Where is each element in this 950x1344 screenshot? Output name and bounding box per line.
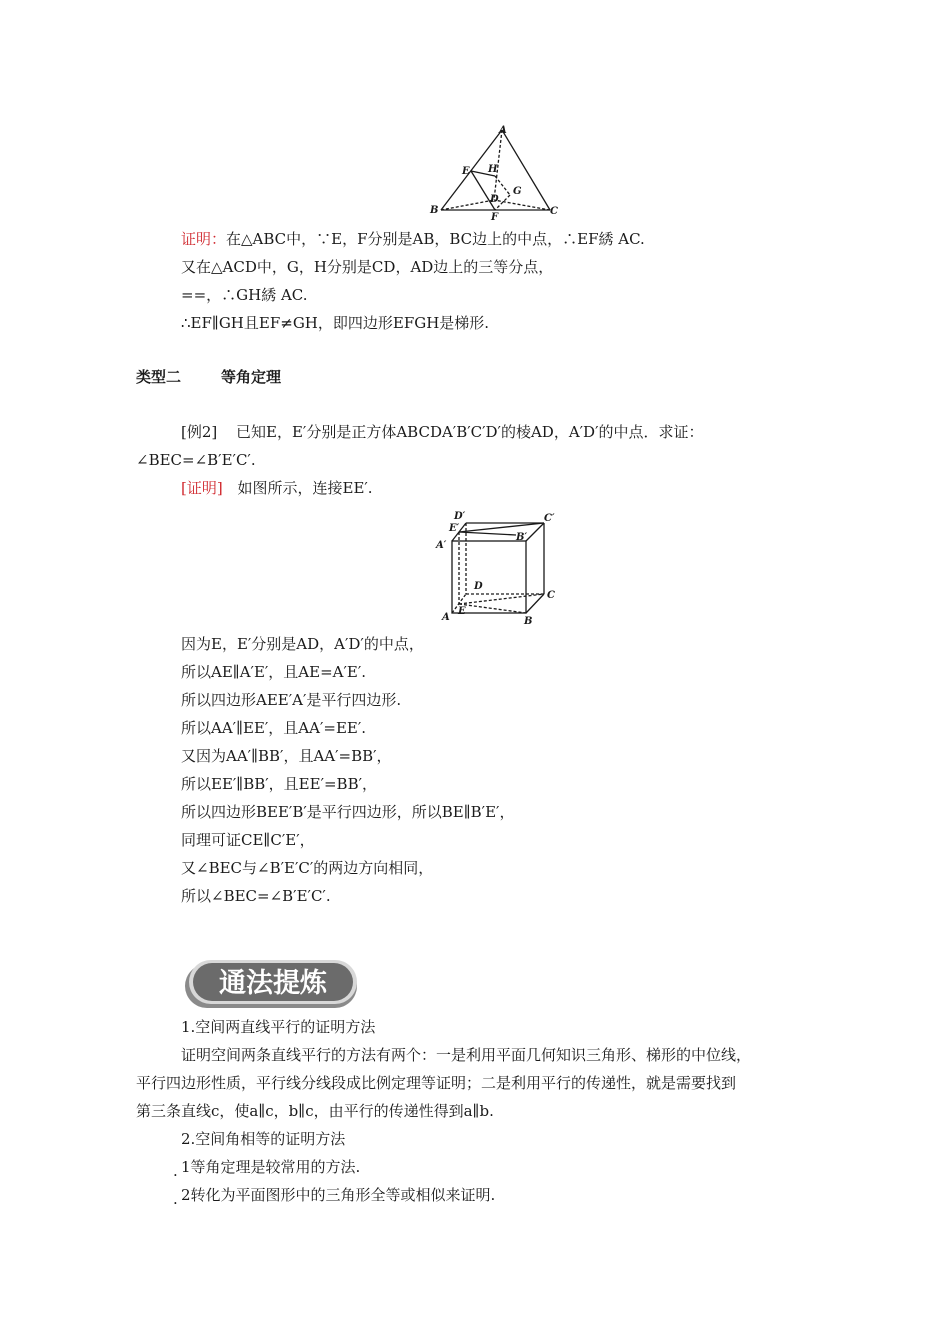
label-c2: C: [547, 590, 555, 601]
label-a: A: [499, 125, 507, 136]
summary-badge: [183, 958, 363, 1012]
proof1-line-1: [181, 229, 645, 249]
summary-heading-1: 1.空间两直线平行的证明方法: [181, 1018, 376, 1036]
proof2-line-9: 又∠BEC与∠B′E′C′的两边方向相同，: [181, 859, 434, 877]
proof2-line-1: 因为E，E′分别是AD，A′D′的中点，: [181, 635, 424, 653]
proof2-line-4: 所以AA′∥EE′，且AA′=EE′.: [181, 719, 367, 737]
proof2-line-3: 所以四边形AEE′A′是平行四边形.: [181, 691, 402, 709]
proof2-line-10: 所以∠BEC=∠B′E′C′.: [181, 887, 331, 905]
label-e: E: [462, 166, 470, 177]
label-f: F: [491, 212, 499, 222]
summary-para-1c: 第三条直线c，使a∥c，b∥c，由平行的传递性得到a∥b.: [136, 1102, 494, 1120]
label-c: C: [550, 206, 558, 217]
example2-line-2: ∠BEC=∠B′E′C′.: [136, 451, 256, 469]
proof2-line-5: 又因为AA′∥BB′，且AA′=BB′，: [181, 747, 392, 765]
example2-label: [例2]: [181, 423, 218, 441]
label-c-prime: C′: [544, 513, 555, 524]
label-a-prime: A′: [436, 540, 447, 551]
summary-para-1b: 平行四边形性质，平行线分线段成比例定理等证明；二是利用平行的传递性，就是需要找到: [136, 1074, 737, 1092]
section-type: 类型二: [136, 368, 182, 386]
proof2-line-6: 所以EE′∥BB′，且EE′=BB′，: [181, 775, 378, 793]
label-h: H: [488, 164, 498, 175]
proof1-line-3: ==，∴GH綉 AC.: [181, 286, 308, 304]
label-b: B: [430, 205, 439, 216]
figure-cube: [434, 508, 564, 630]
item-marker-1: .: [173, 1162, 178, 1180]
example2-proof-label: [证明]: [181, 479, 223, 497]
label-e-prime: E′: [449, 523, 460, 534]
summary-item-1: 1等角定理是较常用的方法.: [181, 1158, 361, 1176]
summary-para-1a: 证明空间两条直线平行的方法有两个：一是利用平面几何知识三角形、梯形的中位线，: [181, 1046, 752, 1064]
proof2-line-7: 所以四边形BEE′B′是平行四边形，所以BE∥B′E′，: [181, 803, 515, 821]
example2-proof-intro: 如图所示，连接EE′.: [237, 479, 373, 497]
example2-line-1: [181, 422, 704, 442]
section-title: 等角定理: [221, 368, 282, 386]
label-b-prime: B′: [516, 532, 528, 543]
proof1-line-4: ∴EF∥GH且EF≠GH，即四边形EFGH是梯形.: [181, 314, 490, 332]
label-b2: B: [524, 616, 533, 627]
proof1-line-2: 又在△ACD中，G，H分别是CD，AD边上的三等分点，: [181, 258, 554, 276]
label-a2: A: [442, 612, 450, 623]
example2-text: 已知E，E′分别是正方体ABCDA′B′C′D′的棱AD，A′D′的中点．求证：: [236, 423, 704, 441]
example2-proof-line: [181, 478, 373, 498]
item-marker-2: .: [173, 1190, 178, 1208]
label-d2: D: [474, 581, 483, 592]
summary-item-2: 2转化为平面图形中的三角形全等或相似来证明.: [181, 1186, 496, 1204]
figure-tetrahedron: [428, 122, 568, 222]
label-d: D: [490, 194, 499, 205]
proof1-text-1: 在△ABC中，∵E，F分别是AB，BC边上的中点，∴EF綉 AC.: [226, 230, 645, 248]
proof1-label: 证明：: [181, 230, 227, 248]
summary-heading-2: 2.空间角相等的证明方法: [181, 1130, 346, 1148]
label-e2: E: [458, 606, 466, 617]
proof2-line-2: 所以AE∥A′E′，且AE=A′E′.: [181, 663, 367, 681]
badge-text: 通法提炼: [219, 968, 327, 999]
label-g: G: [513, 186, 522, 197]
label-d-prime: D′: [454, 511, 466, 522]
proof2-line-8: 同理可证CE∥C′E′，: [181, 831, 315, 849]
